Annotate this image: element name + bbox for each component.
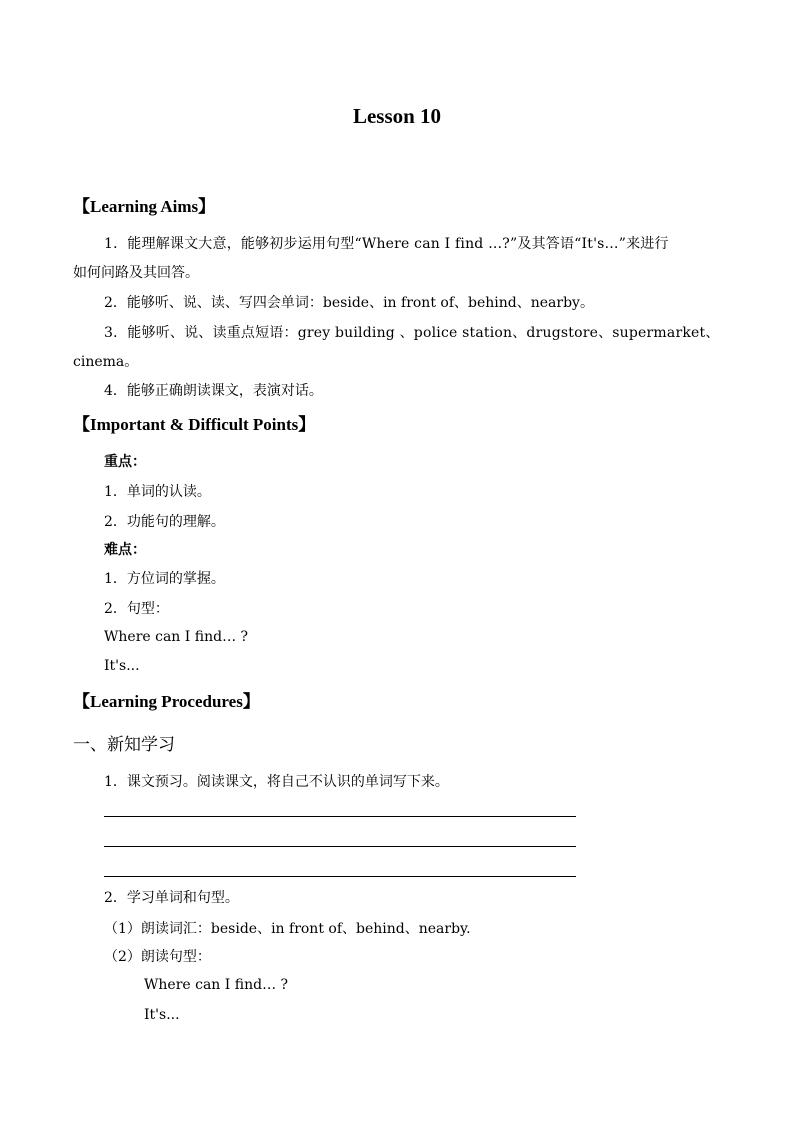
procedure-step-2: 2．学习单词和句型。 bbox=[104, 890, 239, 906]
procedure-step-2b: （2）朗读句型： bbox=[104, 949, 211, 965]
answer-line-2[interactable] bbox=[104, 846, 576, 847]
aim-item-3-cont: cinema。 bbox=[73, 354, 139, 370]
heading-learning-aims: 【Learning Aims】 bbox=[73, 197, 216, 216]
heading-important-difficult: 【Important & Difficult Points】 bbox=[73, 415, 316, 434]
practice-pattern-1: Where can I find… ? bbox=[144, 977, 289, 993]
difficult-point-2: 2．句型： bbox=[104, 601, 169, 617]
procedure-step-1: 1．课文预习。阅读课文，将自己不认识的单词写下来。 bbox=[104, 774, 449, 790]
practice-pattern-2: It's... bbox=[144, 1007, 180, 1023]
page-title: Lesson 10 bbox=[352, 104, 442, 128]
heading-learning-procedures: 【Learning Procedures】 bbox=[73, 692, 260, 711]
answer-line-3[interactable] bbox=[104, 876, 576, 877]
answer-line-1[interactable] bbox=[104, 816, 576, 817]
procedure-step-2a: （1）朗读词汇：beside、in front of、behind、nearby. bbox=[104, 921, 471, 937]
aim-item-4: 4．能够正确朗读课文，表演对话。 bbox=[104, 383, 323, 399]
aim-item-3: 3．能够听、说、读重点短语：grey building 、police station、drugstore、supermarket、 bbox=[104, 325, 720, 341]
aim-item-1: 1．能理解课文大意，能够初步运用句型“Where can I find …?”及其答语“It's…”来进行 bbox=[104, 236, 669, 252]
aim-item-2: 2．能够听、说、读、写四会单词：beside、in front of、behind、nearby。 bbox=[104, 295, 594, 311]
aim-item-1-cont: 如何问路及其回答。 bbox=[73, 265, 199, 281]
sentence-pattern-2: It's... bbox=[104, 658, 140, 674]
sentence-pattern-1: Where can I find… ? bbox=[104, 629, 249, 645]
section-new-knowledge: 一、新知学习 bbox=[73, 735, 175, 755]
key-point-1: 1．单词的认读。 bbox=[104, 484, 211, 500]
key-point-2: 2．功能句的理解。 bbox=[104, 514, 225, 530]
difficult-point-1: 1．方位词的掌握。 bbox=[104, 571, 225, 587]
key-points-label: 重点： bbox=[104, 454, 146, 470]
difficult-points-label: 难点： bbox=[104, 542, 146, 558]
